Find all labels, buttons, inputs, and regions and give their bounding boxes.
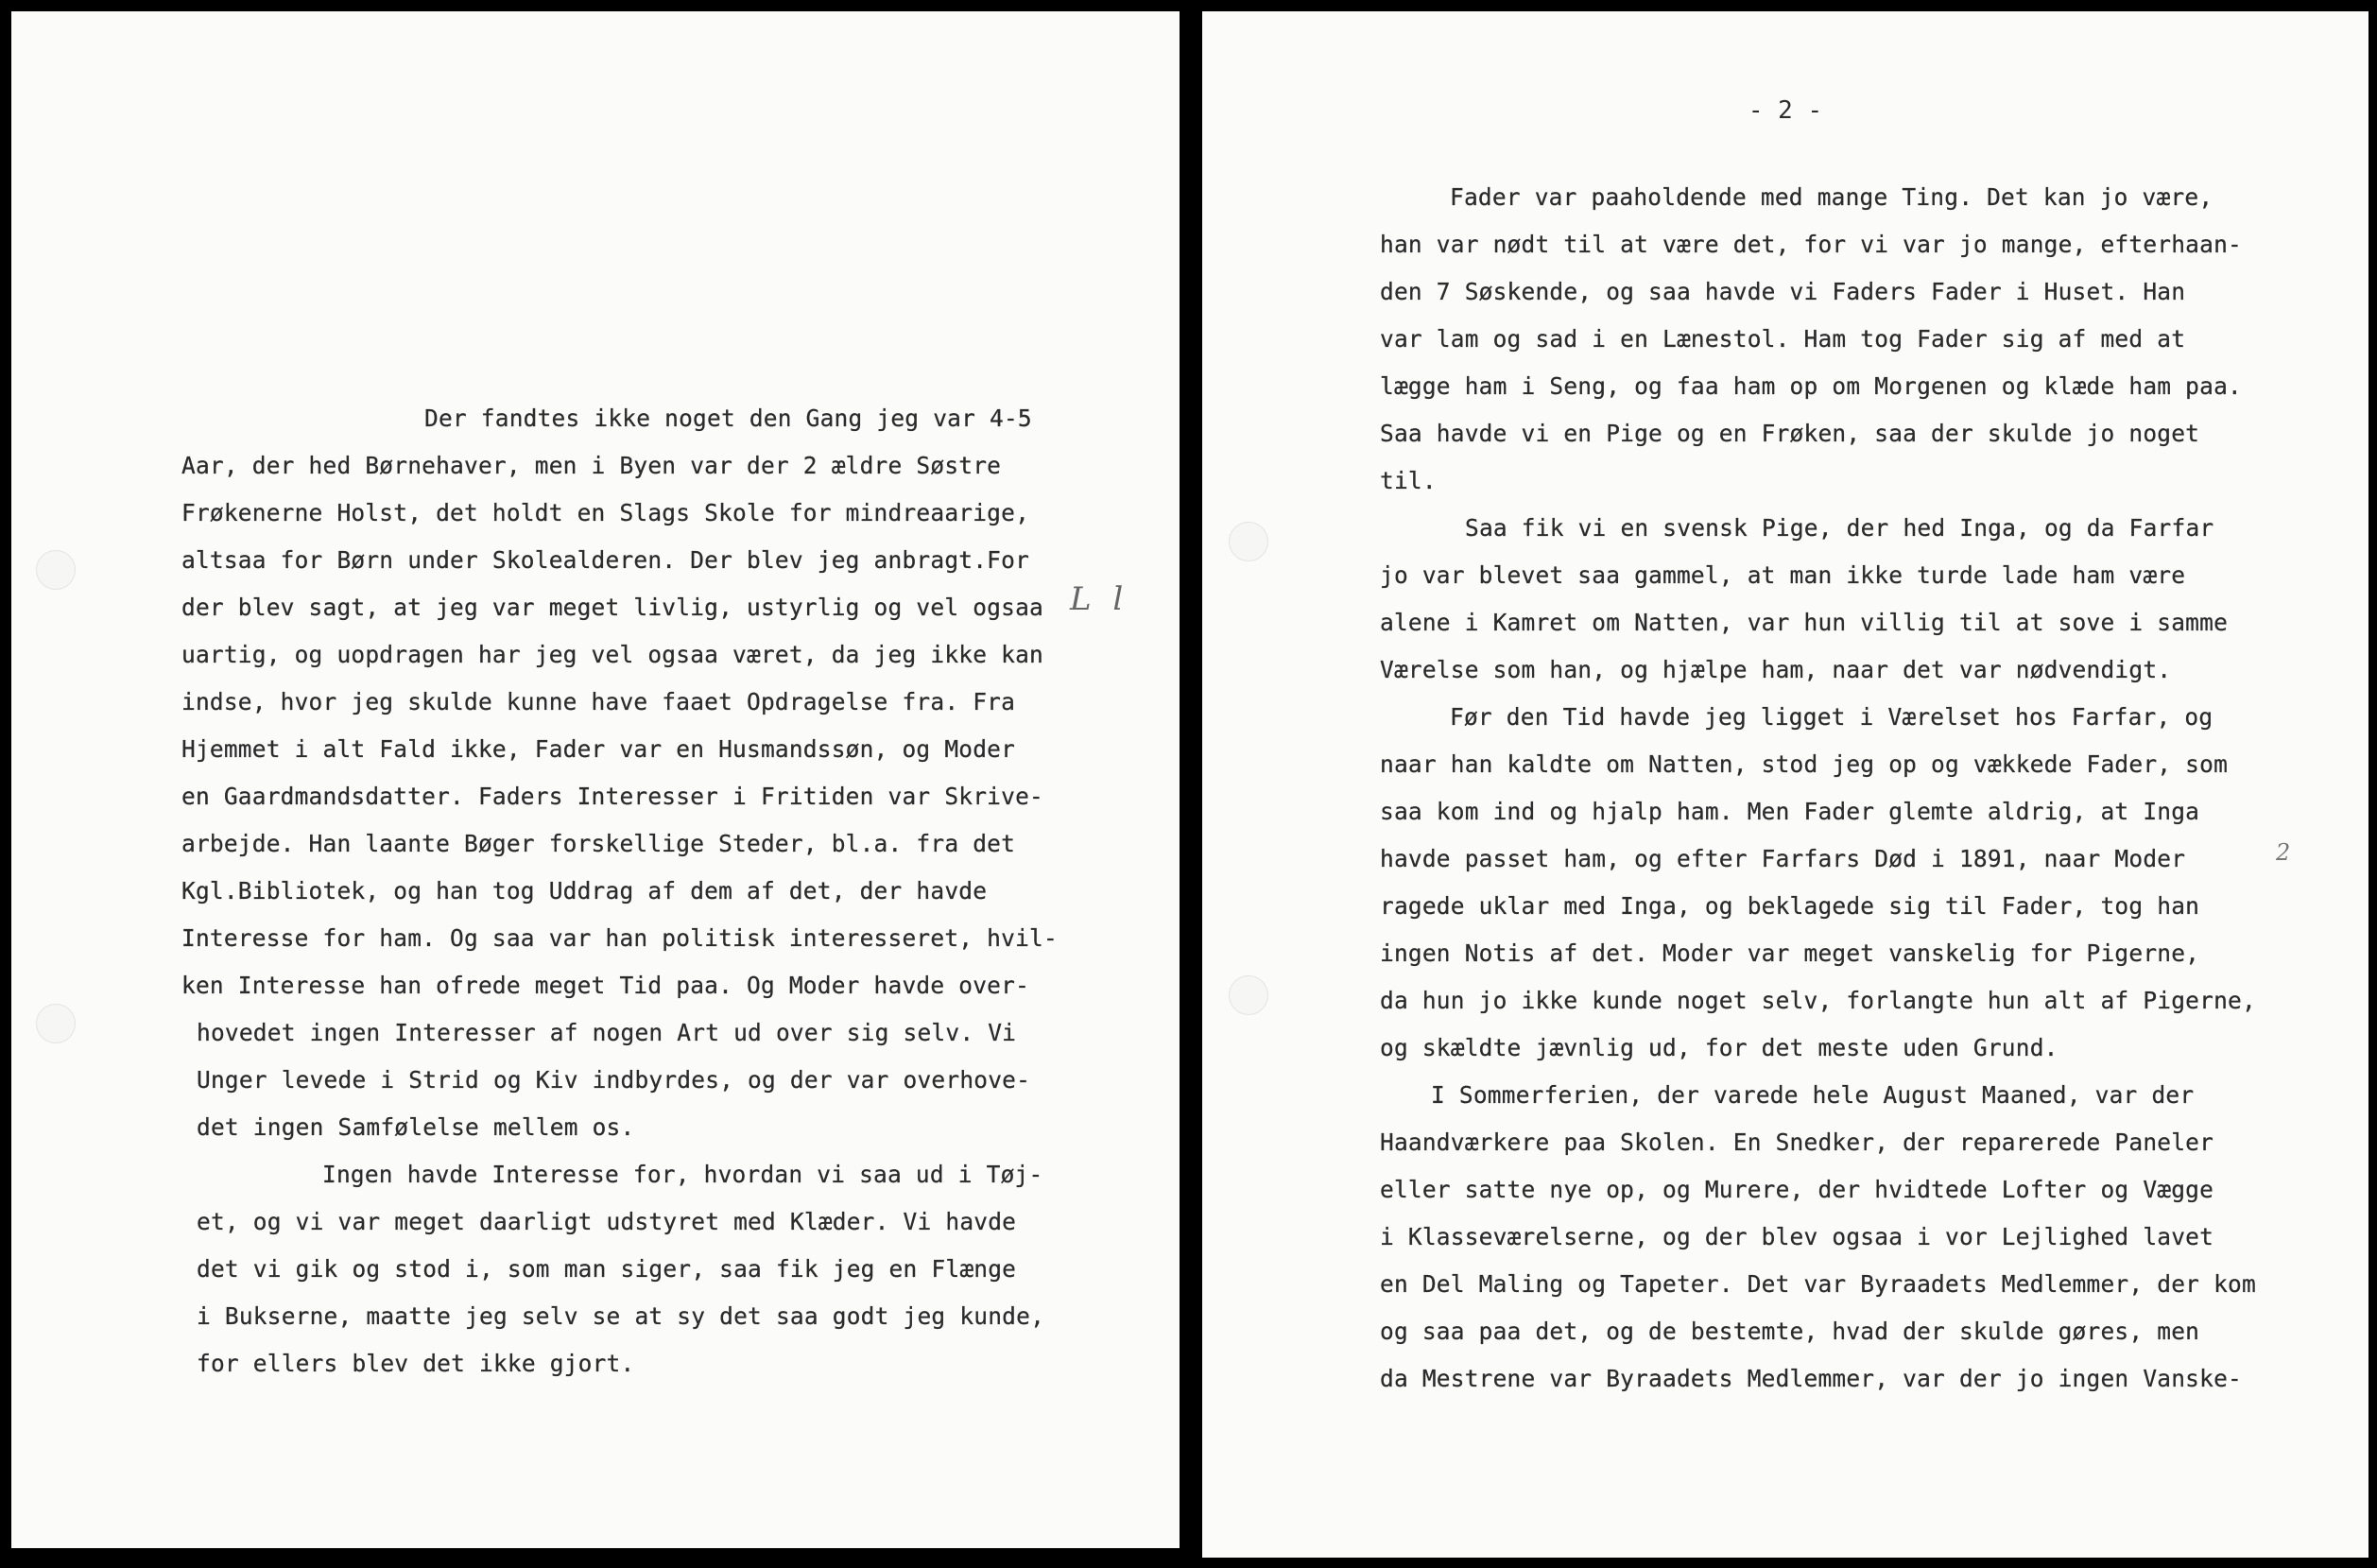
text-line: og skældte jævnlig ud, for det meste uden Grund.	[1380, 1034, 2058, 1061]
text-line: en Del Maling og Tapeter. Det var Byraadets Medlemmer, der kom	[1380, 1270, 2256, 1298]
text-line: alene i Kamret om Natten, var hun villig til at sove i samme	[1380, 609, 2229, 636]
text-line: I Sommerferien, der varede hele August Maaned, var der	[1431, 1081, 2195, 1109]
text-line: ingen Notis af det. Moder var meget vanskelig for Pigerne,	[1380, 939, 2200, 967]
text-line: det ingen Samfølelse mellem os.	[197, 1113, 635, 1141]
text-line: eller satte nye op, og Murere, der hvidtede Lofter og Vægge	[1380, 1176, 2214, 1203]
text-line: altsaa for Børn under Skolealderen. Der blev jeg anbragt.For	[181, 546, 1030, 574]
text-line: Saa havde vi en Pige og en Frøken, saa der skulde jo noget	[1380, 420, 2200, 447]
text-line: havde passet ham, og efter Farfars Død i 1891, naar Moder	[1380, 845, 2186, 872]
text-line: indse, hvor jeg skulde kunne have faaet Opdragelse fra. Fra	[181, 688, 1016, 715]
text-line: hovedet ingen Interesser af nogen Art ud over sig selv. Vi	[197, 1019, 1017, 1046]
text-line: Før den Tid havde jeg ligget i Værelset hos Farfar, og	[1450, 703, 2213, 731]
text-line: og saa paa det, og de bestemte, hvad der skulde gøres, men	[1380, 1318, 2200, 1345]
text-line: Værelse som han, og hjælpe ham, naar det var nødvendigt.	[1380, 656, 2172, 683]
text-line: uartig, og uopdragen har jeg vel ogsaa været, da jeg ikke kan	[181, 641, 1043, 668]
page-number: - 2 -	[1748, 96, 1823, 125]
text-line: til.	[1380, 467, 1437, 494]
text-line: i Klasseværelserne, og der blev ogsaa i vor Lejlighed lavet	[1380, 1223, 2214, 1250]
text-line: den 7 Søskende, og saa havde vi Faders Fader i Huset. Han	[1380, 278, 2186, 305]
text-line: Haandværkere paa Skolen. En Snedker, der reparerede Paneler	[1380, 1129, 2214, 1156]
document-page-left	[11, 11, 1180, 1548]
handwritten-margin-note: 2	[2276, 839, 2291, 866]
text-line: en Gaardmandsdatter. Faders Interesser i Fritiden var Skrive-	[181, 783, 1043, 810]
text-line: naar han kaldte om Natten, stod jeg op og vækkede Fader, som	[1380, 750, 2229, 778]
punch-hole-mark	[36, 1004, 76, 1043]
text-line: der blev sagt, at jeg var meget livlig, ustyrlig og vel ogsaa	[181, 594, 1043, 621]
text-line: et, og vi var meget daarligt udstyret med Klæder. Vi havde	[197, 1208, 1017, 1235]
text-line: Unger levede i Strid og Kiv indbyrdes, og der var overhove-	[197, 1066, 1031, 1094]
text-line: var lam og sad i en Lænestol. Ham tog Fader sig af med at	[1380, 325, 2186, 353]
text-line: ken Interesse han ofrede meget Tid paa. Og Moder havde over-	[181, 972, 1030, 999]
text-line: Aar, der hed Børnehaver, men i Byen var der 2 ældre Søstre	[181, 452, 1002, 479]
text-line: jo var blevet saa gammel, at man ikke turde lade ham være	[1380, 561, 2186, 589]
text-line: Der fandtes ikke noget den Gang jeg var 4-5	[424, 405, 1032, 432]
text-line: lægge ham i Seng, og faa ham op om Morgenen og klæde ham paa.	[1380, 372, 2242, 400]
text-line: han var nødt til at være det, for vi var jo mange, efterhaan-	[1380, 231, 2242, 258]
punch-hole-mark	[36, 550, 76, 590]
document-page-right	[1202, 11, 2368, 1558]
text-line: da hun jo ikke kunde noget selv, forlangte hun alt af Pigerne,	[1380, 987, 2256, 1014]
text-line: Kgl.Bibliotek, og han tog Uddrag af dem af det, der havde	[181, 877, 988, 905]
text-line: det vi gik og stod i, som man siger, saa fik jeg en Flænge	[197, 1255, 1017, 1283]
text-line: i Bukserne, maatte jeg selv se at sy det saa godt jeg kunde,	[197, 1302, 1045, 1330]
text-line: Hjemmet i alt Fald ikke, Fader var en Husmandssøn, og Moder	[181, 735, 1016, 763]
text-line: Saa fik vi en svensk Pige, der hed Inga, og da Farfar	[1465, 514, 2214, 542]
text-line: Frøkenerne Holst, det holdt en Slags Skole for mindreaarige,	[181, 499, 1030, 526]
handwritten-margin-note: L l	[1070, 580, 1129, 618]
text-line: Ingen havde Interesse for, hvordan vi saa ud i Tøj-	[322, 1161, 1043, 1188]
text-line: Interesse for ham. Og saa var han politisk interesseret, hvil-	[181, 924, 1058, 952]
text-line: Fader var paaholdende med mange Ting. Det kan jo være,	[1450, 183, 2213, 211]
text-line: arbejde. Han laante Bøger forskellige Steder, bl.a. fra det	[181, 830, 1016, 857]
punch-hole-mark	[1229, 975, 1268, 1015]
text-line: saa kom ind og hjalp ham. Men Fader glemte aldrig, at Inga	[1380, 798, 2200, 825]
text-line: da Mestrene var Byraadets Medlemmer, var der jo ingen Vanske-	[1380, 1365, 2242, 1392]
punch-hole-mark	[1229, 522, 1268, 561]
text-line: ragede uklar med Inga, og beklagede sig til Fader, tog han	[1380, 892, 2200, 920]
text-line: for ellers blev det ikke gjort.	[197, 1350, 635, 1377]
